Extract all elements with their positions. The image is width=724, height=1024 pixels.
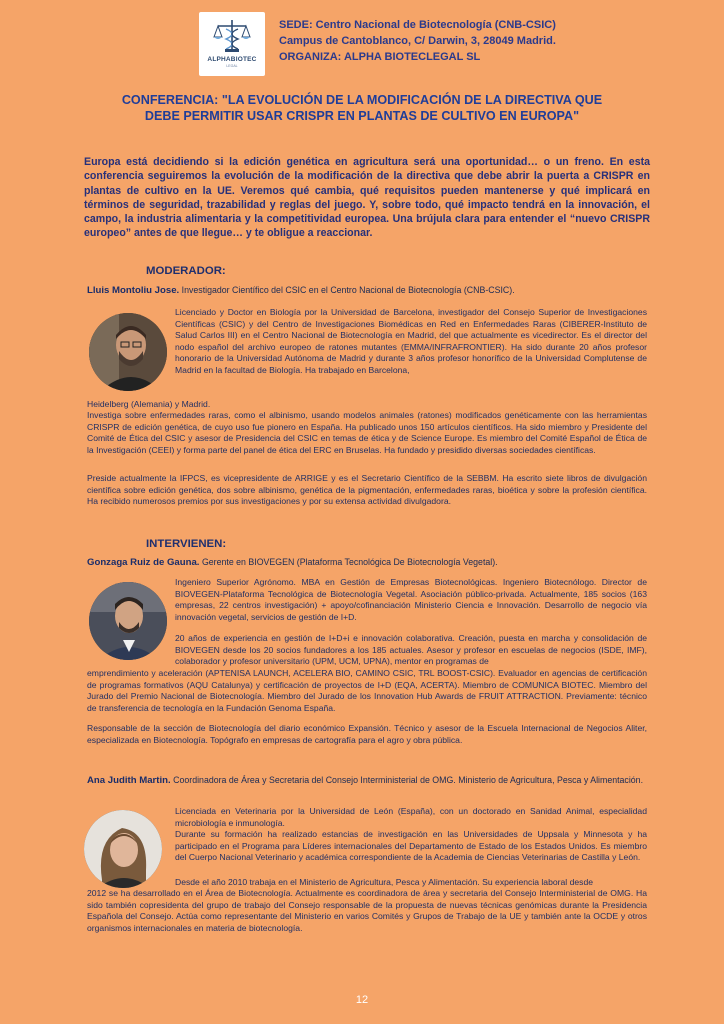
moderator-name: Lluis Montoliu Jose. — [87, 285, 180, 296]
dna-scales-icon — [212, 17, 252, 55]
alphabiotec-logo — [199, 12, 265, 76]
conference-title-line-2: DEBE PERMITIR USAR CRISPR EN PLANTAS DE CULTIVO EN EUROPA" — [144, 109, 580, 123]
speaker1-name-line — [87, 556, 647, 569]
speaker2-bio-1: Licenciada en Veterinaria por la Universidad de León (España), con un doctorado en Sanidad Animal, especialidad microbiología e inmunología. — [175, 806, 647, 828]
speaker2-name-line — [87, 774, 647, 787]
moderator-bio-3: Preside actualmente la IFPCS, es vicepresidente de ARRIGE y es el Secretario Científico de la SEBBM. Ha escrito siete libros de divulgación científica sobre edición genética, dos sobre albinismo, genética de la pigmentación, enfermedades raras, bioética y sobre la profesión científica. Ha recibido numerosos premios por sus investigaciones y por su extensa actividad divulgadora. — [87, 473, 647, 507]
logo-subtext: LEGAL — [226, 64, 238, 68]
moderator-bio-1b: Heidelberg (Alemania) y Madrid. — [87, 399, 211, 409]
venue-line-2: Campus de Cantoblanco, C/ Darwin, 3, 28049 Madrid. — [279, 35, 556, 47]
venue-block — [279, 17, 556, 65]
speaker1-bio-1: Ingeniero Superior Agrónomo. MBA en Gestión de Empresas Biotecnológicas. Ingeniero Biotecnólogo. Director de BIOVEGEN-Plataforma Tecnológica de Biotecnología Vegetal. Asociación público-privada. Actualmente, 185 socios (163 empresas, 22 centros investigación) + apoyo/cofinanciación Ministerio Ciencia e Innovación. Desarrollo de negocio vía innovación vegetal, servicios de gestión de I+D. — [175, 577, 647, 622]
conference-title — [70, 92, 654, 124]
speaker1-role: Gerente en BIOVEGEN (Plataforma Tecnológica De Biotecnología Vegetal). — [201, 557, 498, 567]
speaker1-bio-2: 20 años de experiencia en gestión de I+D+i e innovación colaborativa. Creación, puesta en marcha y consolidación de BIOVEGEN desde los 20 socios fundadores a los 185 actuales. Asesor y profesor en escuelas de negocios (ISDE, IMF), colaborador y profesor universitario (UPM, UCM, UPNA), mentor en programas de — [175, 633, 647, 667]
moderator-bio-1: Licenciado y Doctor en Biología por la Universidad de Barcelona, investigador del Consejo Superior de Investigaciones Científicas (CSIC) y del Centro de Investigaciones Biomédicas en Red en Enfermedades Raras (CIBERER-Instituto de Salud Carlos III) en el Centro Nacional de Biotecnología en Madrid, del que actualmente es vicedirector. Es el director del nodo español del archivo europeo de ratones mutantes (EMMA/INFRAFRONTIER). Ha sido durante 20 años profesor honorario de la Universidad Autónoma de Madrid y durante 3 años profesor honorífico de la Universidad Complutense de Madrid en la facultad de Biología. Ha trabajado en Barcelona, — [175, 307, 647, 375]
moderator-avatar — [89, 313, 167, 391]
speaker2-bio-3b: 2012 se ha desarrollado en el Área de Biotecnología. Actualmente es coordinadora de área y secretaria del Consejo Interministerial de OMG. Ha sido también copresidenta del grupo de trabajo del Consejo responsable de la propuesta de nuevas técnicas genómicas durante la Presidencia Española del Consejo. Actúa como representante del Ministerio en varios Comités y Grupos de Trabajo de la UE y también ante la OCDE y otros organismos internacionales en materia de biotecnología. — [87, 888, 647, 933]
speaker1-name: Gonzaga Ruiz de Gauna. — [87, 557, 200, 568]
conference-title-line-1: CONFERENCIA: "LA EVOLUCIÓN DE LA MODIFICACIÓN DE LA DIRECTIVA QUE — [121, 93, 603, 107]
moderator-heading: MODERADOR: — [146, 265, 226, 277]
speaker1-avatar — [89, 582, 167, 660]
moderator-bio-2: Investiga sobre enfermedades raras, como el albinismo, usando modelos animales (ratones) modificados genéticamente con las herramientas CRISPR de edición genética, de cuyo uso fue pionero en España. Ha publicado unos 150 artículos científicos. Ha sido miembro y Presidente del Comité de Ética del CSIC y asesor de Presidencia del CSIC en temas de ética y de Science Europe. Es miembro del Comité Español de Ética de la Investigación (CEEI) y forma parte del panel de ética del ERC en Bruselas. Ha fundado y presidido diversas sociedades científicas. — [87, 410, 647, 455]
speaker1-bio-2b: emprendimiento y aceleración (APTENISA LAUNCH, ACELERA BIO, CAMINO CSIC, TRL BOOST-CSIC). Evaluador en agencias de certificación de programas formativos (AQU Catalunya) y certificación de proyectos de I+D (EQA, ACERTA). Miembro de COMUNICA BIOTEC. Miembro del Jurado del Premio Nacional de Biotecnología. Miembro del Jurado de los Innovation Hub Awards de FRUIT ATTRACTION. Previamente: técnico de transferencia de tecnología en la Fundación Genoma España. — [87, 668, 647, 713]
page-number: 12 — [355, 994, 369, 1006]
speaker2-role: Coordinadora de Área y Secretaria del Consejo Interministerial de OMG. Ministerio de Agricultura, Pesca y Alimentación. — [173, 775, 644, 785]
speaker2-bio-3: Desde el año 2010 trabaja en el Ministerio de Agricultura, Pesca y Alimentación. Su experiencia laboral desde — [175, 877, 594, 887]
speaker2-avatar — [84, 810, 162, 888]
venue-line-1: SEDE: Centro Nacional de Biotecnología (CNB-CSIC) — [279, 19, 556, 31]
speaker1-bio-3: Responsable de la sección de Biotecnología del diario económico Expansión. Técnico y asesor de la Escuela Internacional de Negocios Aliter, especializada en Biotecnología. Topógrafo en empresas de cartografía para el agro y obra pública. — [87, 723, 647, 745]
moderator-name-line — [87, 284, 647, 297]
speaker2-name: Ana Judith Martin. — [87, 775, 171, 786]
venue-line-3: ORGANIZA: ALPHA BIOTECLEGAL SL — [279, 51, 481, 63]
conference-intro: Europa está decidiendo si la edición genética en agricultura será una oportunidad… o un freno. En esta conferencia seguiremos la evolución de la modificación de la directiva que debe abrir la puerta a CRISPR en plantas de cultivo en la UE. Veremos qué cambia, qué requisitos pueden mantenerse y qué implicará en términos de seguridad, trazabilidad y reglas del juego. Y, sobre todo, qué impacto tendrá en la innovación, el campo, la industria alimentaria y la competitividad europea. Una brújula clara para entender el “nuevo CRISPR europeo” antes de que llegue… y te obligue a reaccionar. — [84, 156, 650, 240]
speaker2-bio-2: Durante su formación ha realizado estancias de investigación en las Universidades de Uppsala y Minnesota y ha participado en el Programa para Líderes internacionales del Departamento de Estado de los Estados Unidos. Es miembro del Cuerpo Nacional Veterinario y académica correspondiente de la Academia de Ciencias Veterinarias de Castilla y León. — [175, 829, 647, 863]
moderator-role: Investigador Científico del CSIC en el Centro Nacional de Biotecnología (CNB-CSIC). — [181, 285, 515, 295]
speakers-heading: INTERVIENEN: — [146, 538, 227, 550]
logo-text: ALPHABIOTEC — [207, 56, 257, 63]
